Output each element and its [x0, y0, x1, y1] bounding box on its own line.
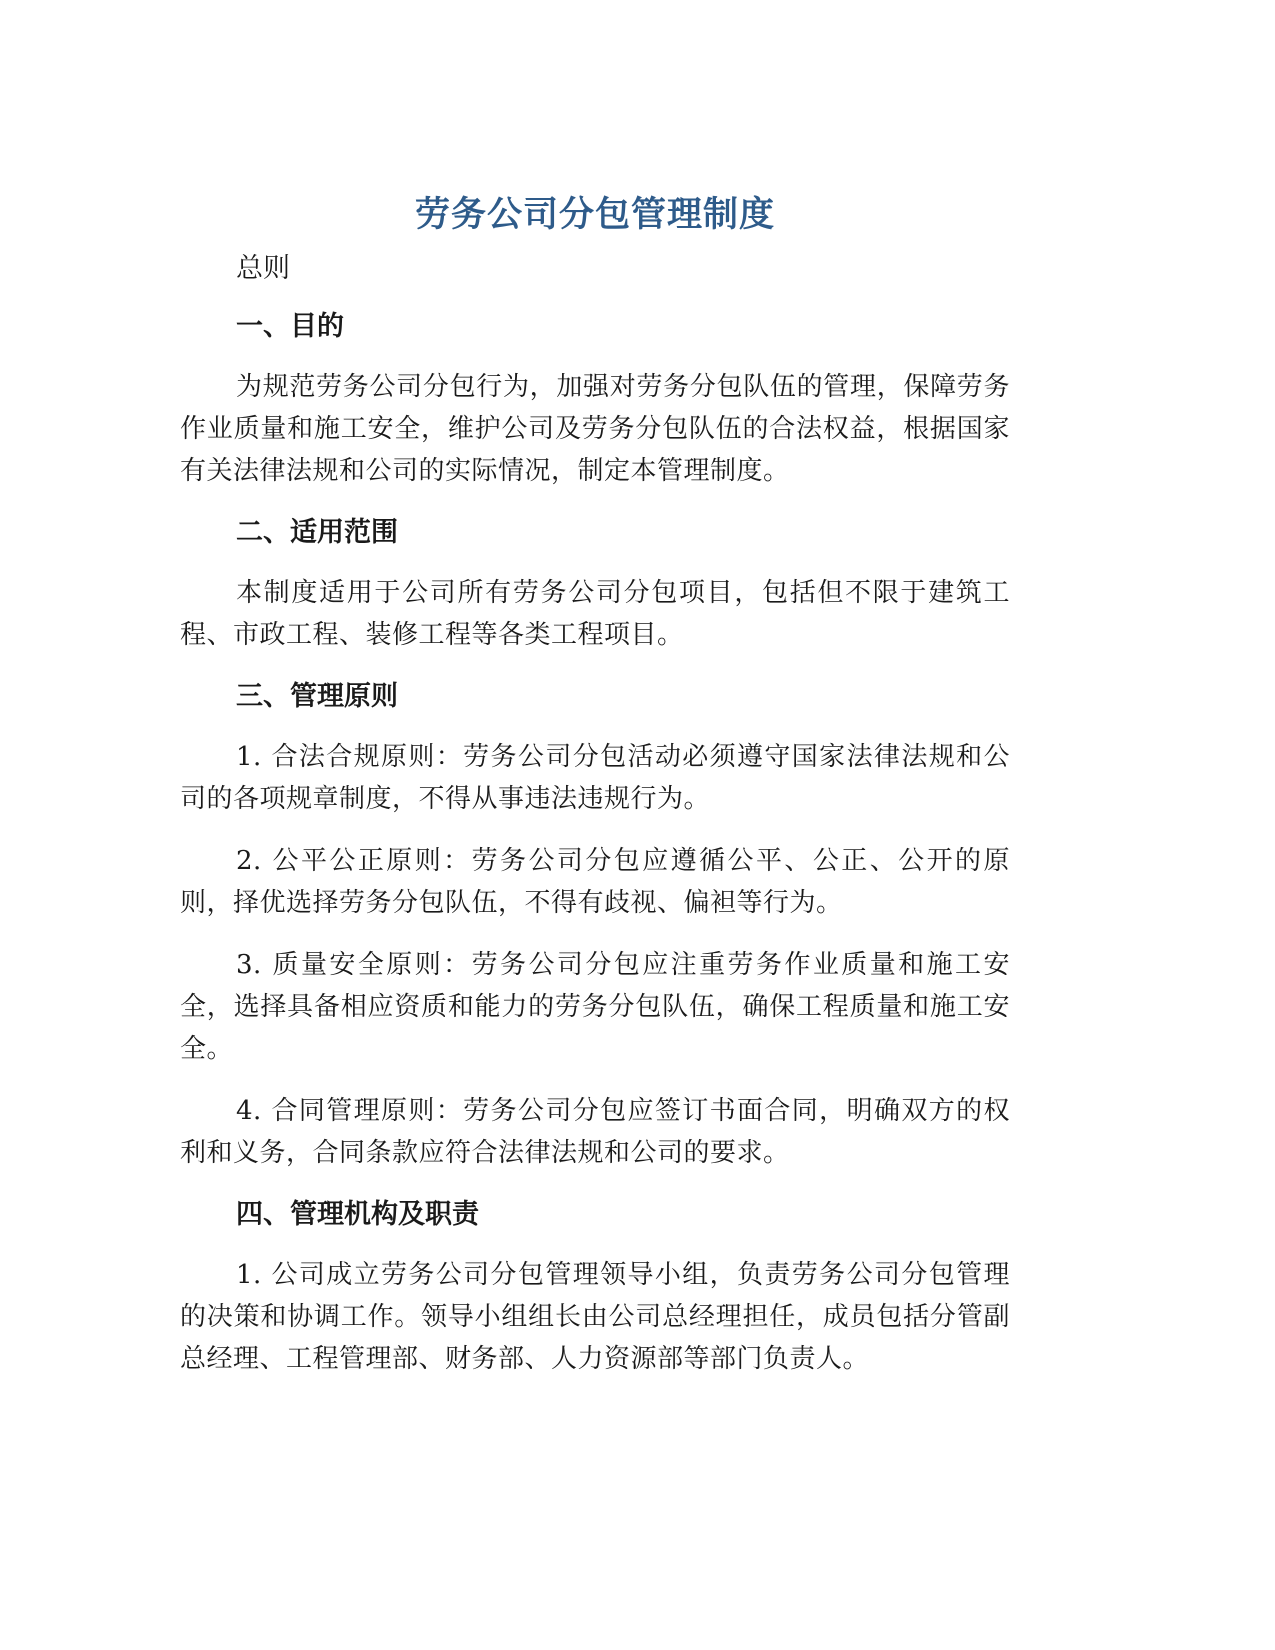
- document-title: 劳务公司分包管理制度: [414, 195, 775, 235]
- paragraph: 为规范劳务公司分包行为，加强对劳务分包队伍的管理，保障劳务作业质量和施工安全，维护公司及劳务分包队伍的合法权益，根据国家有关法律法规和公司的实际情况，制定本管理制度。: [180, 372, 1010, 486]
- paragraph: 2. 公平公正原则：劳务公司分包应遵循公平、公正、公开的原则，择优选择劳务分包队伍，不得有歧视、偏袒等行为。: [180, 846, 1010, 918]
- paragraph: 4. 合同管理原则：劳务公司分包应签订书面合同，明确双方的权利和义务，合同条款应符合法律法规和公司的要求。: [180, 1096, 1010, 1168]
- section-purpose: [180, 306, 1010, 492]
- general-provisions-label: 总则: [236, 253, 290, 284]
- section-heading: 一、目的: [236, 311, 344, 342]
- paragraph: 3. 质量安全原则：劳务公司分包应注重劳务作业质量和施工安全，选择具备相应资质和能力的劳务分包队伍，确保工程质量和施工安全。: [180, 950, 1010, 1064]
- document-page: [180, 190, 1010, 1400]
- section-principles: [180, 676, 1010, 1174]
- section-heading: 二、适用范围: [236, 517, 398, 548]
- paragraph: 本制度适用于公司所有劳务公司分包项目，包括但不限于建筑工程、市政工程、装修工程等各类工程项目。: [180, 578, 1010, 650]
- section-heading: 三、管理原则: [236, 681, 398, 712]
- section-organization: [180, 1194, 1010, 1380]
- section-heading: 四、管理机构及职责: [236, 1199, 479, 1230]
- paragraph: 1. 合法合规原则：劳务公司分包活动必须遵守国家法律法规和公司的各项规章制度，不得从事违法违规行为。: [180, 742, 1010, 814]
- section-scope: [180, 512, 1010, 656]
- paragraph: 1. 公司成立劳务公司分包管理领导小组，负责劳务公司分包管理的决策和协调工作。领导小组组长由公司总经理担任，成员包括分管副总经理、工程管理部、财务部、人力资源部等部门负责人。: [180, 1260, 1010, 1374]
